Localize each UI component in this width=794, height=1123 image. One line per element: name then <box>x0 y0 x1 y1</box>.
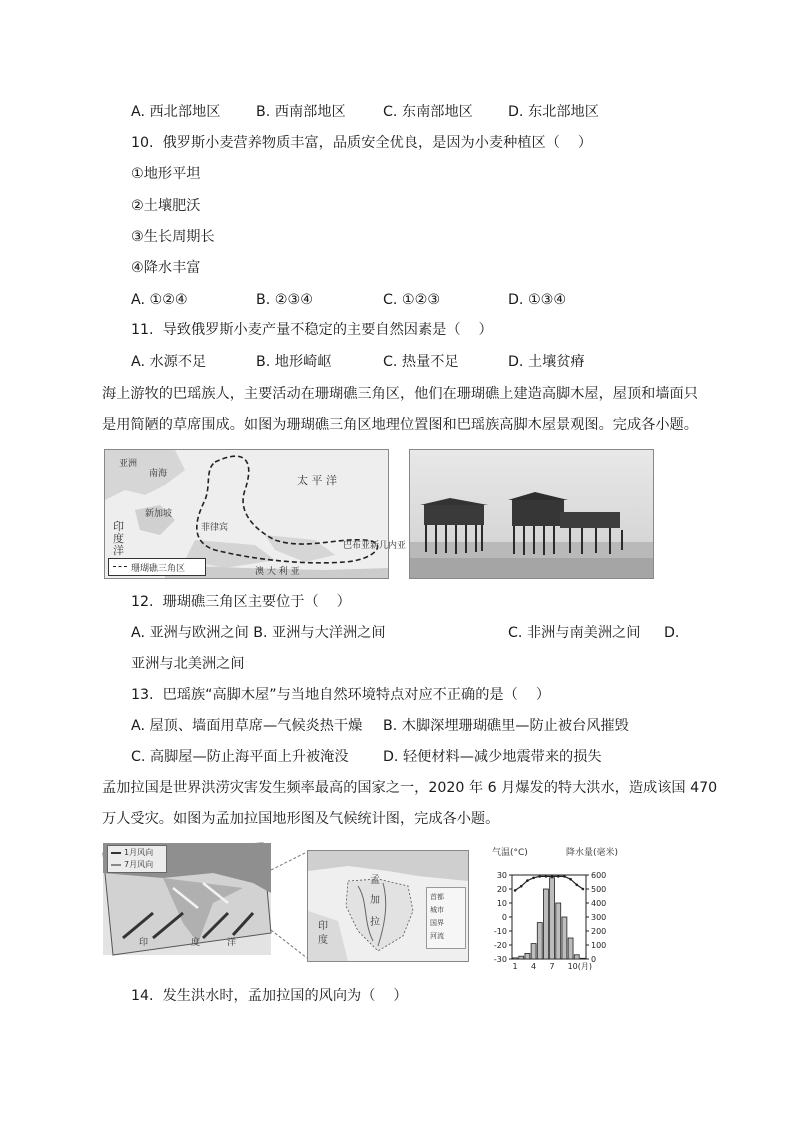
q10-option-d[interactable]: D. ①③④ <box>508 292 567 308</box>
chart-temperature-line <box>515 876 583 890</box>
chart-left-tick-label: 20 <box>496 885 507 894</box>
map3-legend-2: 城市 <box>430 906 444 914</box>
chart-left-tick-label: -10 <box>493 927 507 936</box>
q13-option-d[interactable]: D. 轻便材料—减少地震带来的损失 <box>383 749 602 765</box>
map2-label-1: 印 <box>139 938 149 948</box>
q12-stem: 12. 珊瑚礁三角区主要位于（ ） <box>131 594 351 610</box>
passage1-line-2: 是用简陋的草席围成。如图为珊瑚礁三角区地理位置图和巴瑶族高脚木屋景观图。完成各小题。 <box>102 417 698 433</box>
q12-options-a-b[interactable]: A. 亚洲与欧洲之间 B. 亚洲与大洋洲之间 <box>131 625 386 641</box>
q13-option-b[interactable]: B. 木脚深埋珊瑚礁里—防止被台风摧毁 <box>383 718 629 734</box>
chart-temperature-point <box>520 885 523 888</box>
chart-precip-bar <box>568 938 573 959</box>
passage1-line-1: 海上游牧的巴瑶族人，主要活动在珊瑚礁三角区，他们在珊瑚礁上建造高脚木屋，屋顶和墙面只 <box>102 386 698 402</box>
chart-ylabel-right: 降水量(毫米) <box>566 848 619 858</box>
q14-stem: 14. 发生洪水时，孟加拉国的风向为（ ） <box>131 988 408 1004</box>
chart-temperature-point <box>557 875 560 878</box>
q11-option-c[interactable]: C. 热量不足 <box>383 354 459 370</box>
chart-temperature-point <box>582 888 585 891</box>
chart-right-tick-label: 200 <box>591 927 607 936</box>
map2-legend-jan: 1月风向 <box>124 848 154 857</box>
q13-option-c[interactable]: C. 高脚屋—防止海平面上升被淹没 <box>131 749 349 765</box>
map3-label-jia: 加 <box>370 895 380 906</box>
chart-right-tick-label: 300 <box>591 913 607 922</box>
chart-temperature-point <box>563 875 566 878</box>
q13-stem: 13. 巴瑶族“高脚木屋”与当地自然环境特点对应不正确的是（ ） <box>131 687 551 703</box>
map3-legend <box>426 887 466 949</box>
map-zoom-connector <box>271 850 307 960</box>
q13-option-a[interactable]: A. 屋顶、墙面用草席—气候炎热干燥 <box>131 718 363 734</box>
chart-right-tick-label: 100 <box>591 941 607 950</box>
map3-label-du: 度 <box>318 935 328 946</box>
chart-right-tick-label: 400 <box>591 899 607 908</box>
chart-left-tick-label: -20 <box>493 941 507 950</box>
map1-label-philippines: 菲律宾 <box>201 523 229 533</box>
chart-precip-bar <box>525 953 530 959</box>
map3-label-meng: 孟 <box>370 875 380 886</box>
map2-legend-jul-arrow <box>111 864 121 866</box>
chart-precip-bar <box>574 955 579 959</box>
chart-precip-bar <box>556 903 561 959</box>
q12-option-d-text[interactable]: 亚洲与北美洲之间 <box>131 656 245 672</box>
q11-stem: 11. 导致俄罗斯小麦产量不稳定的主要自然因素是（ ） <box>131 322 493 338</box>
wind-direction-map <box>103 843 271 955</box>
q11-option-a[interactable]: A. 水源不足 <box>131 354 207 370</box>
map3-legend-1: 首都 <box>430 893 444 901</box>
q10-stem: 10. 俄罗斯小麦营养物质丰富，品质安全优良，是因为小麦种植区（ ） <box>131 135 593 151</box>
map1-label-indian-1: 印 <box>113 520 124 533</box>
coral-triangle-map <box>104 449 407 579</box>
q11-option-d[interactable]: D. 土壤贫瘠 <box>508 354 585 370</box>
q10-item-2: ②土壤肥沃 <box>131 198 201 214</box>
passage2-line-1: 孟加拉国是世界洪涝灾害发生频率最高的国家之一，2020 年 6 月爆发的特大洪水，造成该国 470 <box>102 780 718 796</box>
chart-precip-bar <box>519 956 524 959</box>
chart-right-tick-label: 600 <box>591 871 607 880</box>
stilt-house-photo <box>409 449 654 579</box>
map2-label-2: 度 <box>191 938 201 948</box>
q10-option-c[interactable]: C. ①②③ <box>383 292 441 308</box>
stilt-house-photo-drawing <box>410 450 653 578</box>
q10-option-b[interactable]: B. ②③④ <box>256 292 313 308</box>
chart-temperature-point <box>545 875 548 878</box>
map3-label-la: 拉 <box>370 917 380 928</box>
q9-option-d[interactable]: D. 东北部地区 <box>508 104 599 120</box>
chart-left-tick-label: 30 <box>496 871 507 880</box>
chart-temperature-point <box>532 877 535 880</box>
q11-option-b[interactable]: B. 地形崎岖 <box>256 354 332 370</box>
chart-precip-bar <box>550 878 555 959</box>
map1-label-singapore: 新加坡 <box>145 509 173 519</box>
q10-item-3: ③生长周期长 <box>131 229 215 245</box>
map1-legend-label: 珊瑚礁三角区 <box>131 564 186 574</box>
q10-item-4: ④降水丰富 <box>131 260 201 276</box>
chart-temperature-point <box>538 875 541 878</box>
climate-chart-svg <box>484 845 624 973</box>
map2-legend <box>107 845 167 873</box>
chart-left-tick-label: 0 <box>501 913 507 922</box>
map3-legend-3: 国界 <box>430 919 444 927</box>
chart-temperature-point <box>526 879 529 882</box>
chart-plot-frame <box>512 875 586 959</box>
q10-option-a[interactable]: A. ①②④ <box>131 292 188 308</box>
chart-left-tick-label: -30 <box>493 955 507 964</box>
map2-legend-jul: 7月风向 <box>124 860 154 869</box>
map3-label-yin: 印 <box>318 921 328 932</box>
map1-label-png: 巴布亚新几内亚 <box>343 541 407 551</box>
map1-label-asia: 亚洲 <box>119 459 138 469</box>
map1-label-pacific: 太 平 洋 <box>297 474 337 487</box>
chart-temperature-point <box>575 884 578 887</box>
q9-option-b[interactable]: B. 西南部地区 <box>256 104 346 120</box>
chart-temperature-point <box>514 889 517 892</box>
chart-ylabel-left: 气温(°C) <box>492 848 528 858</box>
chart-precip-bar <box>562 917 567 959</box>
map1-label-indian-3: 洋 <box>113 544 124 557</box>
chart-precip-bar <box>580 958 585 959</box>
chart-precip-bar <box>543 889 548 959</box>
chart-precip-bar <box>537 923 542 959</box>
q10-item-1: ①地形平坦 <box>131 166 201 182</box>
q12-option-d-label[interactable]: D. <box>664 625 680 641</box>
q9-option-a[interactable]: A. 西北部地区 <box>131 104 221 120</box>
q9-option-c[interactable]: C. 东南部地区 <box>383 104 473 120</box>
map1-label-south-sea: 南海 <box>149 469 168 479</box>
chart-x-tick-label: 1 <box>512 962 518 971</box>
map1-legend-dash <box>113 566 127 567</box>
chart-left-tick-label: 10 <box>496 899 507 908</box>
passage2-line-2: 万人受灾。如图为孟加拉国地形图及气候统计图，完成各小题。 <box>102 811 500 827</box>
q12-option-c[interactable]: C. 非洲与南美洲之间 <box>508 625 641 641</box>
chart-x-tick-label: 10(月) <box>567 962 593 971</box>
chart-precip-bar <box>531 944 536 959</box>
map3-legend-4: 河流 <box>430 932 444 940</box>
climate-chart <box>484 845 624 973</box>
chart-right-tick-label: 0 <box>591 955 597 964</box>
chart-precip-bar <box>513 958 518 959</box>
map2-label-3: 洋 <box>227 938 237 948</box>
chart-temperature-point <box>569 878 572 881</box>
map1-legend <box>108 558 206 576</box>
map1-label-australia: 澳 大 利 亚 <box>255 567 300 577</box>
map2-legend-jan-arrow <box>111 852 121 854</box>
chart-x-tick-label: 4 <box>531 962 537 971</box>
chart-right-tick-label: 500 <box>591 885 607 894</box>
bangladesh-terrain-map <box>307 850 469 962</box>
chart-x-tick-label: 7 <box>549 962 555 971</box>
chart-temperature-point <box>551 875 554 878</box>
map1-label-indian-2: 度 <box>113 532 124 545</box>
